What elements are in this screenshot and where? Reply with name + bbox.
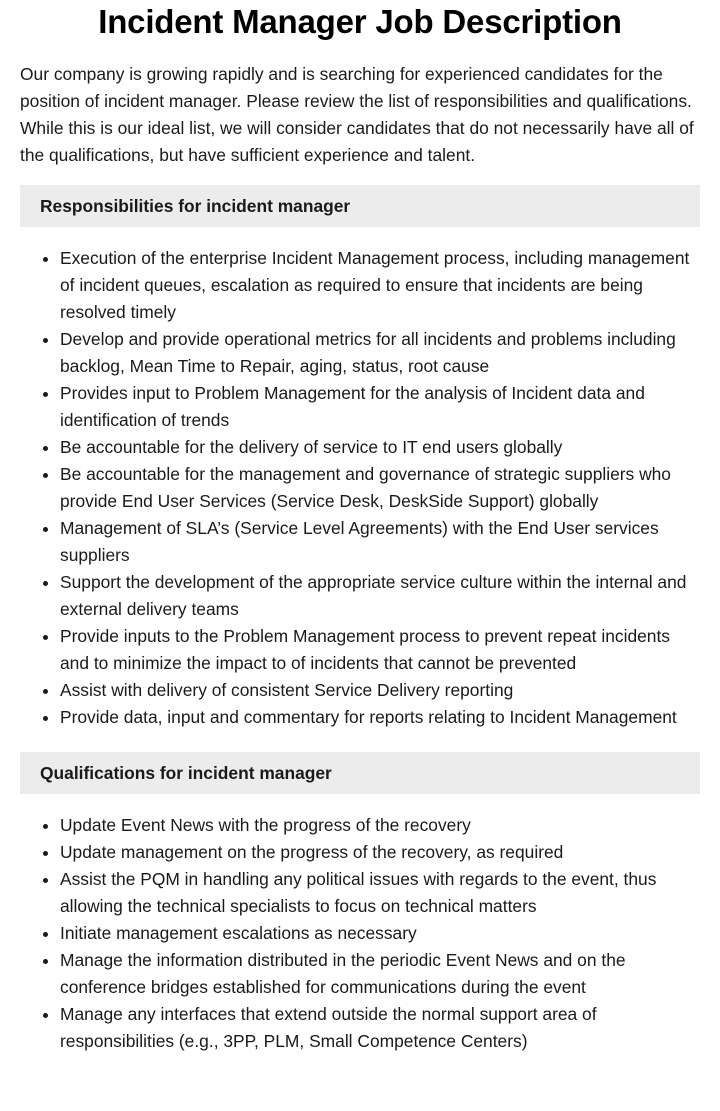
responsibilities-list	[20, 245, 700, 731]
qualifications-heading: Qualifications for incident manager	[20, 752, 700, 794]
list-item: • Be accountable for the management and governance of strategic suppliers who provide End User Services (Service Desk, DeskSide Support) globally	[60, 461, 700, 515]
list-item: • Update Event News with the progress of the recovery	[60, 812, 700, 839]
list-item: • Provides input to Problem Management for the analysis of Incident data and identification of trends	[60, 380, 700, 434]
list-item: • Execution of the enterprise Incident Management process, including management of incident queues, escalation as required to ensure that incidents are being resolved timely	[60, 245, 700, 326]
list-item: • Initiate management escalations as necessary	[60, 920, 700, 947]
responsibilities-heading: Responsibilities for incident manager	[20, 185, 700, 227]
list-item: • Support the development of the appropriate service culture within the internal and external delivery teams	[60, 569, 700, 623]
list-item: • Manage any interfaces that extend outside the normal support area of responsibilities (e.g., 3PP, PLM, Small Competence Centers)	[60, 1001, 700, 1055]
list-item: • Update management on the progress of the recovery, as required	[60, 839, 700, 866]
list-item: • Assist with delivery of consistent Service Delivery reporting	[60, 677, 700, 704]
list-item: • Manage the information distributed in the periodic Event News and on the conference bridges established for communications during the event	[60, 947, 700, 1001]
list-item: • Management of SLA’s (Service Level Agreements) with the End User services suppliers	[60, 515, 700, 569]
list-item: • Be accountable for the delivery of service to IT end users globally	[60, 434, 700, 461]
page-title: Incident Manager Job Description	[98, 3, 622, 40]
list-item: • Provide data, input and commentary for reports relating to Incident Management	[60, 704, 700, 731]
list-item: • Assist the PQM in handling any political issues with regards to the event, thus allowing the technical specialists to focus on technical matters	[60, 866, 700, 920]
list-item: • Develop and provide operational metrics for all incidents and problems including backlog, Mean Time to Repair, aging, status, root cause	[60, 326, 700, 380]
list-item: • Provide inputs to the Problem Management process to prevent repeat incidents and to minimize the impact to of incidents that cannot be prevented	[60, 623, 700, 677]
qualifications-list	[20, 812, 700, 1055]
intro-paragraph: Our company is growing rapidly and is searching for experienced candidates for the position of incident manager. Please review the list of responsibilities and qualifications. While this is our ideal list, we will consider candidates that do not necessarily have all of the qualifications, but have sufficient experience and talent.	[20, 64, 694, 165]
